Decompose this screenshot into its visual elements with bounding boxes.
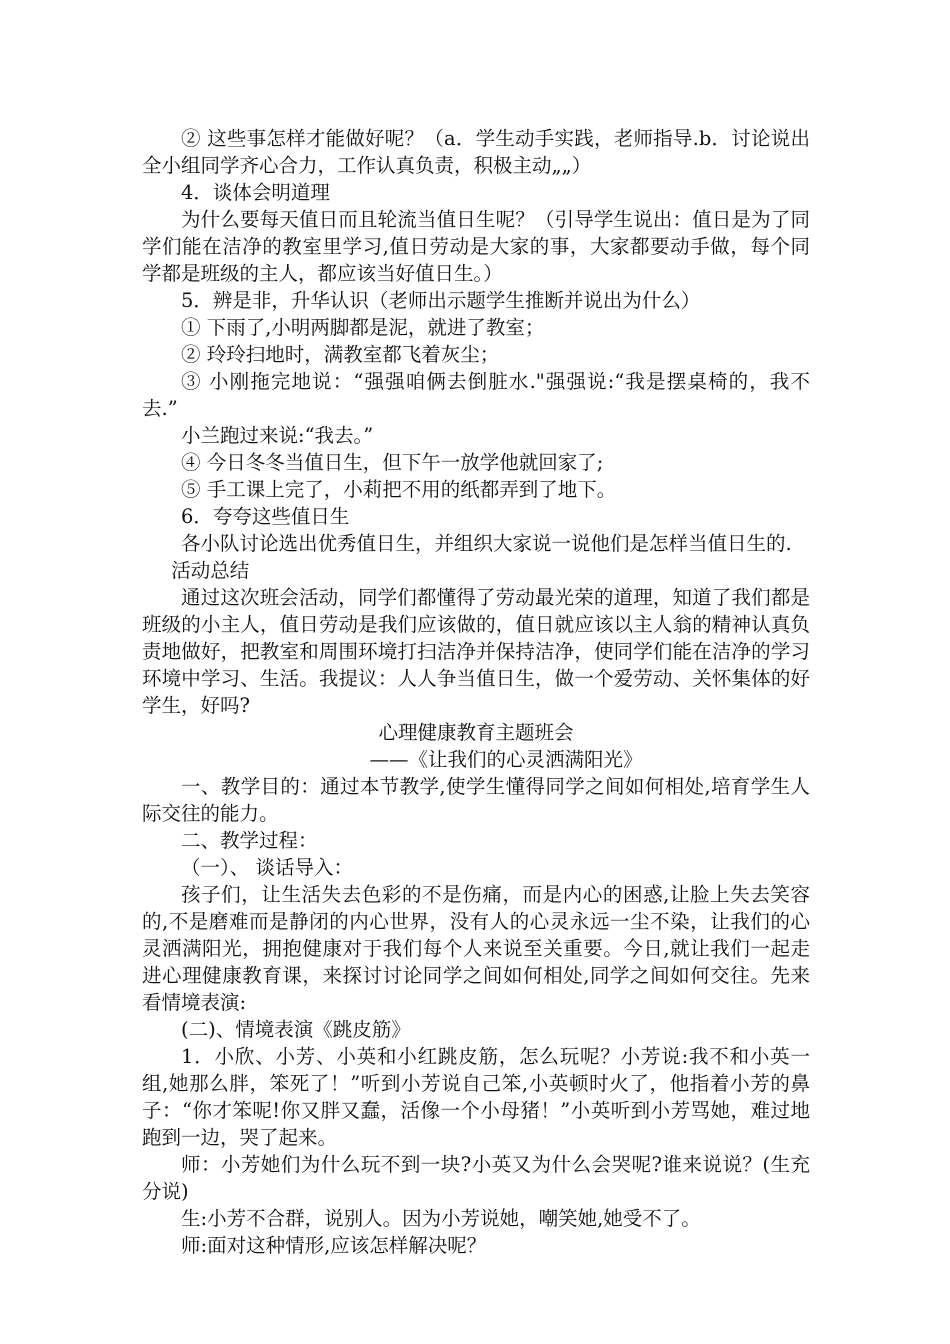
document-title: 心理健康教育主题班会 [378,721,574,744]
section-heading: 4．谈体会明道理 [181,181,330,204]
section-heading: 6．夸夸这些值日生 [181,505,350,528]
paragraph: 师：小芳她们为什么玩不到一块?小英又为什么会哭呢?谁来说说？(生充分说) [142,1153,810,1203]
list-item: ④ 今日冬冬当值日生，但下午一放学他就回家了; [181,451,604,474]
list-item: ① 下雨了,小明两脚都是泥，就进了教室； [181,316,545,339]
section-heading: （一）、 谈话导入： [181,856,353,879]
list-item: ③ 小刚拖完地说：“强强咱俩去倒脏水."强强说:“我是摆桌椅的，我不去.” [142,370,810,420]
section-heading: (二)、情境表演《跳皮筋》 [181,1018,411,1041]
paragraph: 小兰跑过来说:“我去。” [181,424,374,447]
section-heading: 活动总结 [171,559,250,582]
paragraph: ② 这些事怎样才能做好呢？（a．学生动手实践，老师指导.b．讨论说出全小组同学齐心合力，工作认真负责，积极主动„„） [142,127,810,177]
document-body [142,125,810,1259]
paragraph: 各小队讨论选出优秀值日生，并组织大家说一说他们是怎样当值日生的. [181,532,792,555]
list-item: ⑤ 手工课上完了，小莉把不用的纸都弄到了地下。 [181,478,617,501]
paragraph: 孩子们，让生活失去色彩的不是伤痛，而是内心的困惑,让脸上失去笑容的,不是磨难而是静闭的内心世界，没有人的心灵永远一尘不染，让我们的心灵洒满阳光，拥抱健康对于我们每个人来说至关重要。今日,就让我们一起走进心理健康教育课，来探讨讨论同学之间如何相处,同学之间如何交往。先来看情境表演: [142,883,810,1014]
paragraph: 生:小芳不合群，说别人。因为小芳说她，嘲笑她,她受不了。 [181,1207,701,1230]
list-item: ② 玲玲扫地时，满教室都飞着灰尘； [181,343,500,366]
document-subtitle: ——《让我们的心灵洒满阳光》 [369,748,643,771]
section-heading: 二、教学过程： [181,829,318,852]
paragraph: 1．小欣、小芳、小英和小红跳皮筋，怎么玩呢？小芳说:我不和小英一组,她那么胖，笨死了！”听到小芳说自己笨,小英顿时火了，他指着小芳的鼻子：“你才笨呢!你又胖又蠢，活像一个小母猪！”小英听到小芳骂她，难过地跑到一边，哭了起来。 [142,1045,810,1149]
paragraph: 师:面对这种情形,应该怎样解决呢？ [181,1234,487,1257]
paragraph: 一、教学目的：通过本节教学,使学生懂得同学之间如何相处,培育学生人际交往的能力。 [142,775,810,825]
paragraph: 通过这次班会活动，同学们都懂得了劳动最光荣的道理，知道了我们都是班级的小主人，值日劳动是我们应该做的，值日就应该以主人翁的精神认真负责地做好，把教室和周围环境打扫洁净并保持洁净，使同学们能在洁净的学习环境中学习、生活。我提议：人人争当值日生，做一个爱劳动、关怀集体的好学生，好吗? [142,586,810,717]
paragraph: 为什么要每天值日而且轮流当值日生呢？（引导学生说出：值日是为了同学们能在洁净的教室里学习,值日劳动是大家的事，大家都要动手做，每个同学都是班级的主人，都应该当好值日生。） [142,208,810,285]
section-heading: 5．辨是非，升华认识（老师出示题学生推断并说出为什么） [181,289,701,312]
